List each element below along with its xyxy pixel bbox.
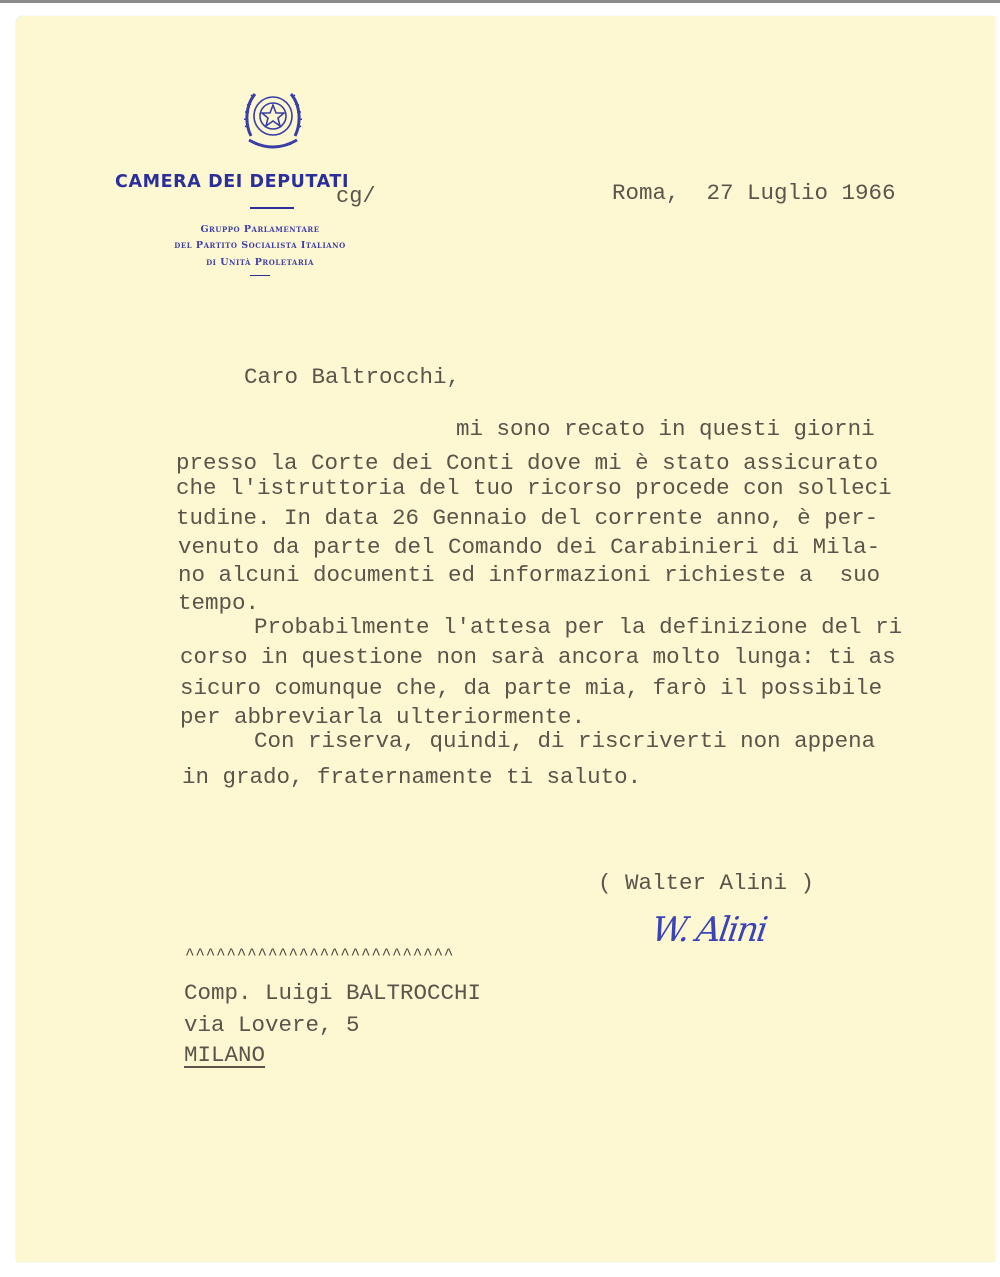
recipient-city: MILANO bbox=[184, 1042, 266, 1068]
body-line-2: presso la Corte dei Conti dove mi è stato assicurato bbox=[176, 450, 879, 476]
salutation: Caro Baltrocchi, bbox=[244, 364, 461, 390]
group-rule bbox=[250, 275, 270, 276]
body-line-6: no alcuni documenti ed informazioni richieste a suo bbox=[178, 562, 881, 588]
dateline: Roma, 27 Luglio 1966 bbox=[612, 180, 896, 206]
body-line-7: tempo. bbox=[178, 590, 260, 616]
group-line-2: del Partito Socialista Italiano bbox=[174, 240, 346, 251]
body-line-10: sicuro comunque che, da parte mia, farò il possibile bbox=[180, 675, 883, 701]
body-line-11: per abbreviarla ulteriormente. bbox=[180, 704, 586, 730]
body-line-5: venuto da parte del Comando dei Carabinieri di Mila- bbox=[178, 534, 881, 560]
body-line-13: in grado, fraternamente ti saluto. bbox=[182, 764, 642, 790]
scan-top-edge bbox=[0, 0, 1000, 3]
recipient-name: Comp. Luigi BALTROCCHI bbox=[184, 980, 482, 1006]
body-line-1: mi sono recato in questi giorni bbox=[456, 416, 875, 442]
separator-line: ^^^^^^^^^^^^^^^^^^^^^^^^^^ bbox=[185, 946, 455, 964]
reference-code: cg/ bbox=[336, 184, 376, 209]
typed-signature: ( Walter Alini ) bbox=[598, 870, 815, 896]
institution-name: CAMERA DEI DEPUTATI bbox=[115, 172, 350, 192]
recipient-street: via Lovere, 5 bbox=[184, 1012, 360, 1038]
italian-republic-emblem-icon bbox=[241, 84, 305, 156]
group-line-1: Gruppo Parlamentare bbox=[200, 224, 320, 235]
body-line-4: tudine. In data 26 Gennaio del corrente anno, è per- bbox=[176, 505, 879, 531]
handwritten-signature: W. Alini bbox=[649, 910, 769, 950]
body-line-8: Probabilmente l'attesa per la definizione del ri bbox=[254, 614, 903, 640]
letterhead-rule bbox=[250, 207, 294, 209]
body-line-3: che l'istruttoria del tuo ricorso procede con solleci bbox=[176, 475, 892, 501]
body-line-9: corso in questione non sarà ancora molto lunga: ti as bbox=[180, 644, 896, 670]
body-line-12: Con riserva, quindi, di riscriverti non appena bbox=[254, 728, 876, 754]
group-line-3: di Unità Proletaria bbox=[206, 257, 314, 268]
